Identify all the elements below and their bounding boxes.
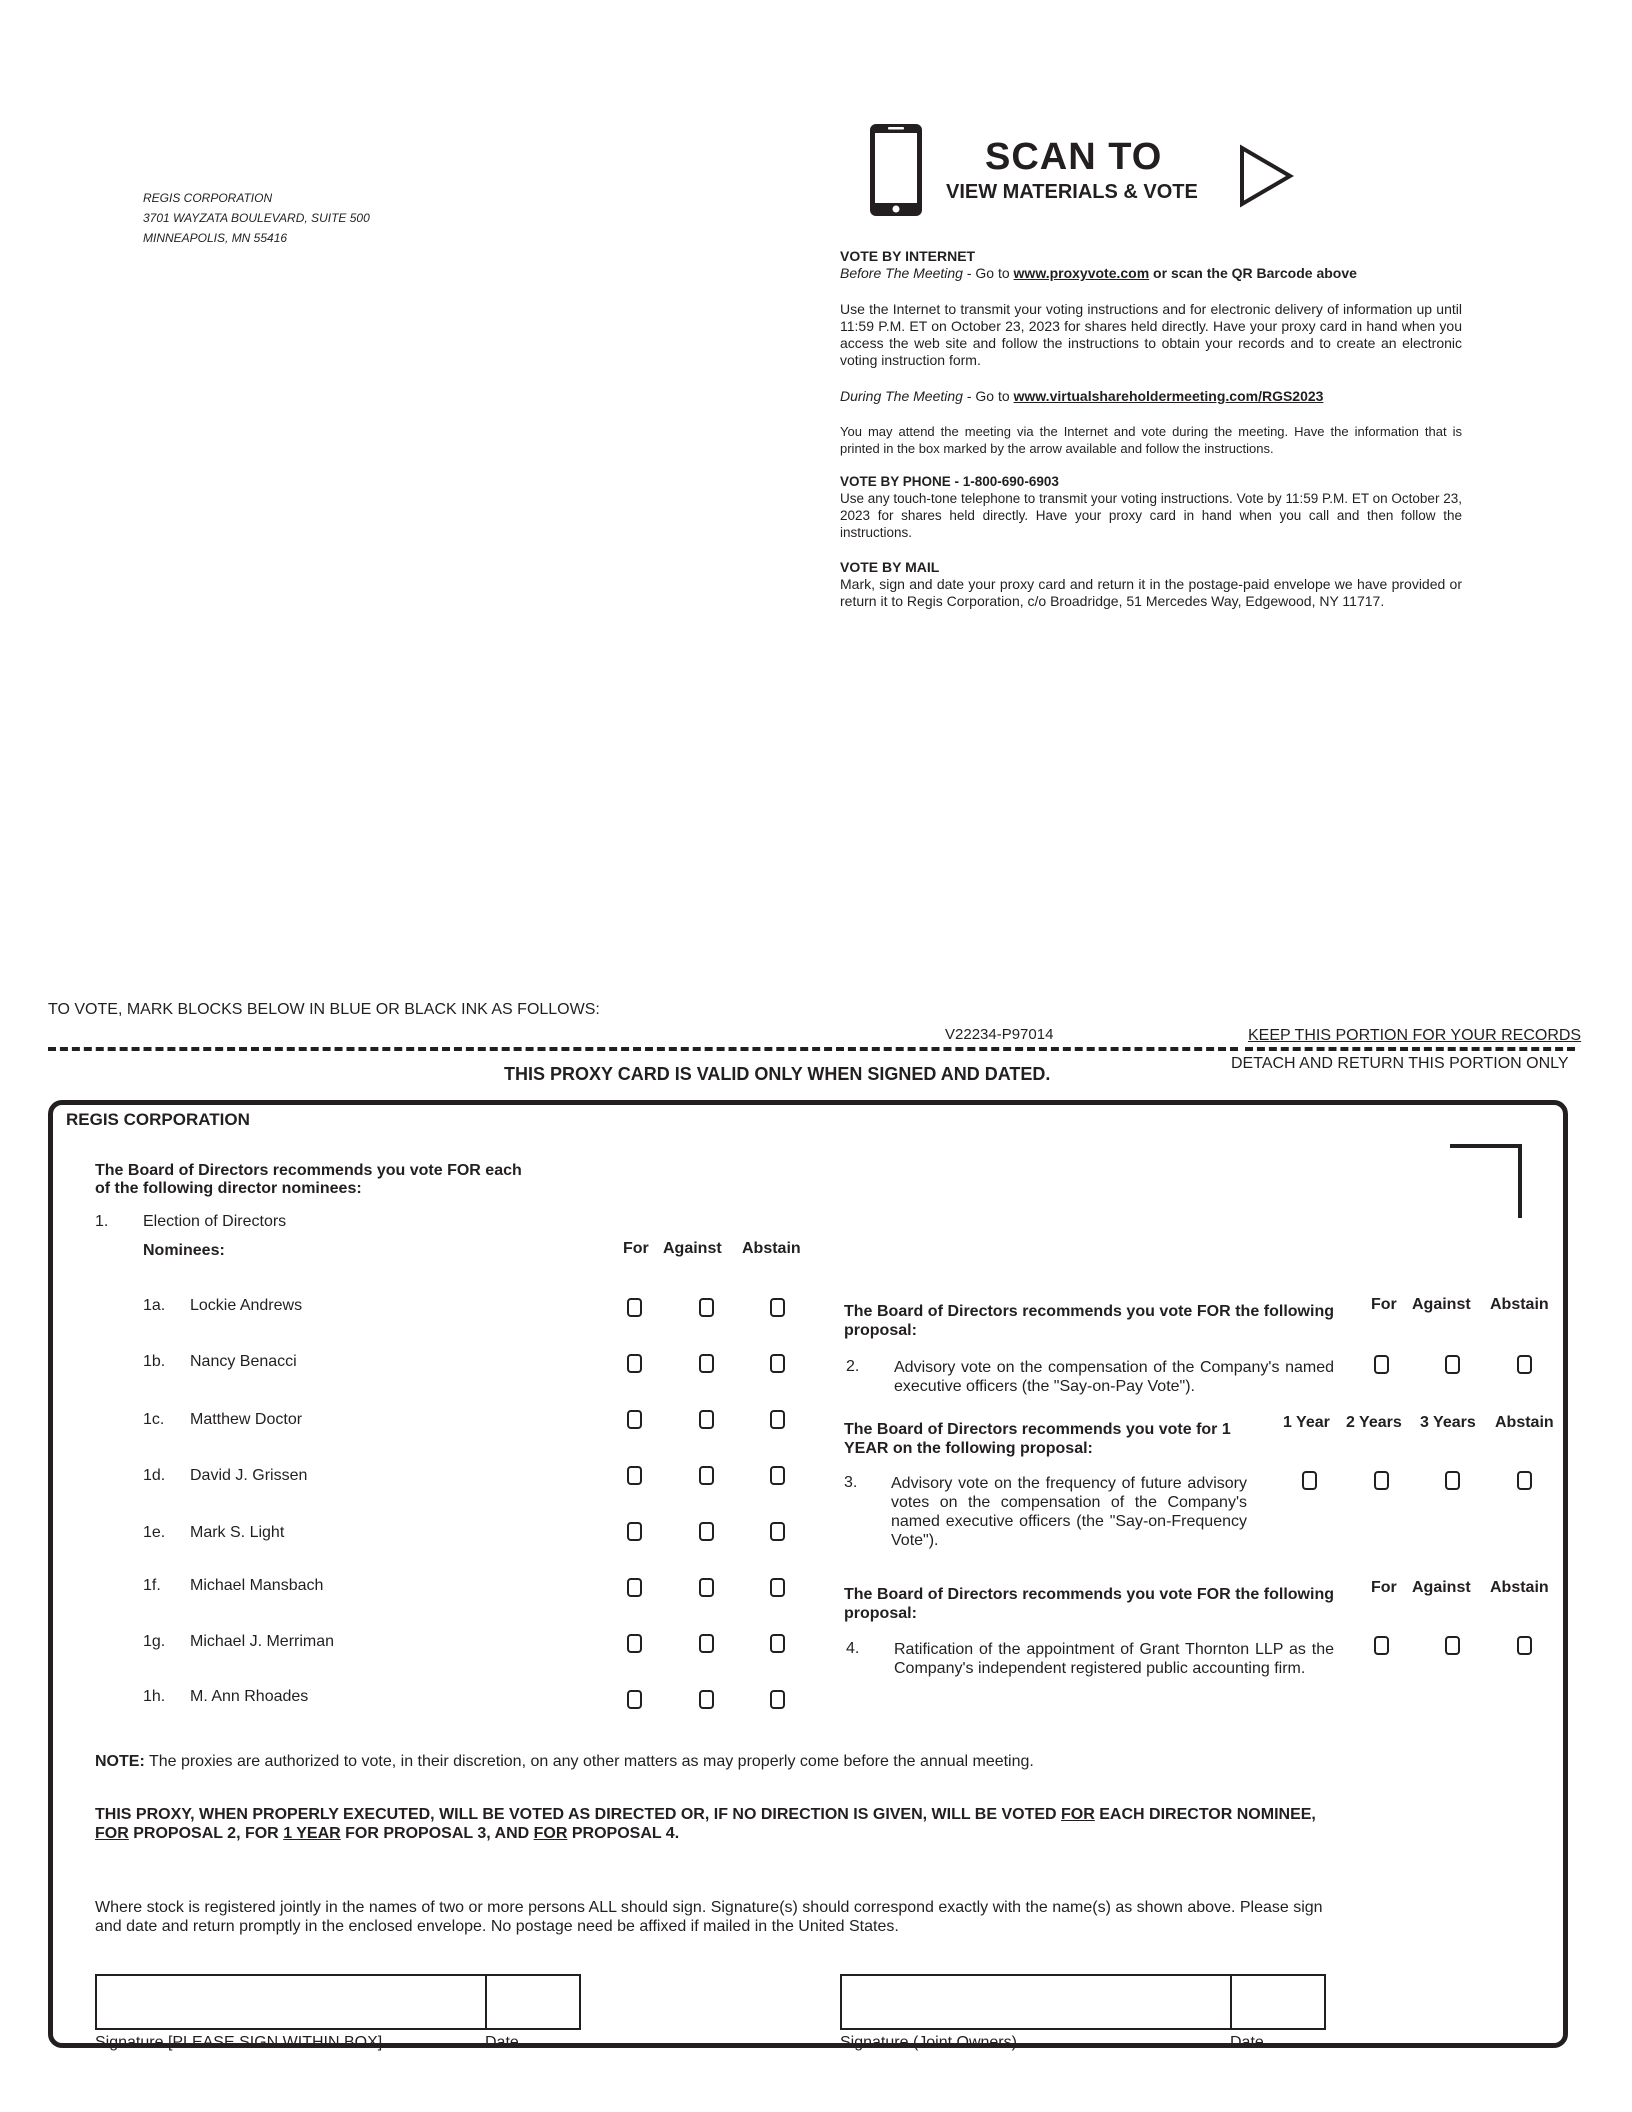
item-1-label: Election of Directors <box>143 1213 287 1230</box>
vote-by-internet <box>840 248 1462 282</box>
nominee-1h-for-checkbox[interactable] <box>627 1690 642 1709</box>
p3-col-2-years: 2 Years <box>1346 1414 1402 1431</box>
nominee-name: Nancy Benacci <box>190 1353 297 1370</box>
signing-instructions: Where stock is registered jointly in the names of two or more persons ALL should sign. Signature(s) should correspond exactly with the name(s) as shown above. Please sign and date and return promptly in the enclosed envelope. No postage need be affixed if mailed in the United States. <box>95 1899 1323 1935</box>
proposal-2-number: 2. <box>846 1358 860 1375</box>
nominee-number: 1c. <box>143 1411 165 1428</box>
board-rec-line-1: The Board of Directors recommends you vote FOR each <box>95 1162 522 1179</box>
nominee-number: 1a. <box>143 1297 166 1314</box>
nominee-1f-for-checkbox[interactable] <box>627 1578 642 1597</box>
before-go: - Go to <box>962 265 1014 281</box>
card-company-name: REGIS CORPORATION <box>66 1110 250 1129</box>
nominee-name: Matthew Doctor <box>190 1411 303 1428</box>
address-name: REGIS CORPORATION <box>143 191 273 205</box>
proposal-2-recommendation: The Board of Directors recommends you vote FOR the following proposal: <box>844 1303 1334 1339</box>
nominee-1b-against-checkbox[interactable] <box>699 1354 714 1373</box>
proxyvote-link[interactable]: www.proxyvote.com <box>1013 265 1150 281</box>
nominee-number: 1d. <box>143 1467 166 1484</box>
p3-col-1-year: 1 Year <box>1283 1414 1330 1431</box>
nominee-1g-against-checkbox[interactable] <box>699 1634 714 1653</box>
p4-col-against: Against <box>1412 1579 1471 1596</box>
internet-before-line <box>840 265 1462 282</box>
nominee-1a-for-checkbox[interactable] <box>627 1298 642 1317</box>
nominee-1b-for-checkbox[interactable] <box>627 1354 642 1373</box>
ps-part-5: PROPOSAL 4. <box>567 1825 680 1842</box>
registration-corner-mark <box>1450 1144 1522 1218</box>
vote-by-phone <box>840 473 1462 541</box>
nominee-name: Michael J. Merriman <box>190 1633 335 1650</box>
nominee-name: M. Ann Rhoades <box>190 1688 309 1705</box>
board-rec-line-2: of the following director nominees: <box>95 1180 362 1197</box>
nominee-1a-abstain-checkbox[interactable] <box>770 1298 785 1317</box>
before-tail: or scan the QR Barcode above <box>1149 265 1357 281</box>
nominee-1d-for-checkbox[interactable] <box>627 1466 642 1485</box>
joint-date-label: Date <box>1230 2034 1264 2051</box>
proposal-4-against-checkbox[interactable] <box>1445 1636 1460 1655</box>
internet-during-line <box>840 388 1462 405</box>
note <box>95 1753 1034 1771</box>
nominee-1d-abstain-checkbox[interactable] <box>770 1466 785 1485</box>
valid-notice: THIS PROXY CARD IS VALID ONLY WHEN SIGNED AND DATED. <box>504 1064 1051 1084</box>
proposal-2-text: Advisory vote on the compensation of the Company's named executive officers (the "Say-on-Pay Vote"). <box>894 1359 1334 1395</box>
nominee-1h-abstain-checkbox[interactable] <box>770 1690 785 1709</box>
p4-col-abstain: Abstain <box>1490 1579 1549 1596</box>
date-label: Date <box>485 2034 519 2051</box>
ps-1-year: 1 YEAR <box>283 1825 341 1842</box>
p2-col-for: For <box>1371 1296 1397 1313</box>
scan-title: SCAN TO <box>985 136 1163 178</box>
note-text: The proxies are authorized to vote, in their discretion, on any other matters as may properly come before the annual meeting. <box>144 1753 1034 1770</box>
ps-for-1: FOR <box>1061 1806 1095 1823</box>
play-arrow-icon <box>1238 144 1294 208</box>
nominee-1c-abstain-checkbox[interactable] <box>770 1410 785 1429</box>
nominee-name: Lockie Andrews <box>190 1297 303 1314</box>
nominee-1f-against-checkbox[interactable] <box>699 1578 714 1597</box>
nominee-1e-against-checkbox[interactable] <box>699 1522 714 1541</box>
address-street: 3701 WAYZATA BOULEVARD, SUITE 500 <box>143 211 370 225</box>
nominee-1g-for-checkbox[interactable] <box>627 1634 642 1653</box>
nominee-1e-for-checkbox[interactable] <box>627 1522 642 1541</box>
proposal-3-1-year-checkbox[interactable] <box>1302 1471 1317 1490</box>
detach-dashed-line-right <box>1245 1047 1575 1051</box>
joint-signature-label: Signature (Joint Owners) <box>840 2034 1017 2051</box>
proposal-4-for-checkbox[interactable] <box>1374 1636 1389 1655</box>
nominee-1d-against-checkbox[interactable] <box>699 1466 714 1485</box>
nominee-1f-abstain-checkbox[interactable] <box>770 1578 785 1597</box>
ps-part-1: THIS PROXY, WHEN PROPERLY EXECUTED, WILL BE VOTED AS DIRECTED OR, IF NO DIRECTION IS GIVEN, WILL BE VOTED <box>95 1806 1062 1823</box>
scan-subtitle: VIEW MATERIALS & VOTE <box>946 181 1198 203</box>
mark-instructions: TO VOTE, MARK BLOCKS BELOW IN BLUE OR BLACK INK AS FOLLOWS: <box>48 1001 600 1018</box>
board-recommendation-directors <box>95 1162 522 1198</box>
nominees-label: Nominees: <box>143 1242 225 1259</box>
ps-for-2: FOR <box>95 1825 129 1842</box>
col-for-header: For <box>623 1240 649 1257</box>
nominee-name: Michael Mansbach <box>190 1577 324 1594</box>
col-abstain-header: Abstain <box>742 1240 801 1257</box>
proposal-4-text: Ratification of the appointment of Grant Thornton LLP as the Company's independent registered public accounting firm. <box>894 1641 1334 1677</box>
nominee-name: Mark S. Light <box>190 1524 285 1541</box>
proposal-3-number: 3. <box>844 1474 858 1491</box>
col-against-header: Against <box>663 1240 722 1257</box>
date-box[interactable] <box>485 1974 581 2030</box>
nominee-1c-against-checkbox[interactable] <box>699 1410 714 1429</box>
mail-title: VOTE BY MAIL <box>840 559 940 575</box>
detach-portion-label: DETACH AND RETURN THIS PORTION ONLY <box>1231 1055 1569 1072</box>
ps-part-2: EACH DIRECTOR NOMINEE, <box>1094 1806 1316 1823</box>
internet-title: VOTE BY INTERNET <box>840 248 976 264</box>
proposal-2-for-checkbox[interactable] <box>1374 1355 1389 1374</box>
during-go: - Go to <box>962 388 1014 404</box>
ps-for-3: FOR <box>533 1825 568 1842</box>
joint-date-box[interactable] <box>1230 1974 1326 2030</box>
nominee-1e-abstain-checkbox[interactable] <box>770 1522 785 1541</box>
proposal-3-text: Advisory vote on the frequency of future advisory votes on the compensation of the Company's named executive officers (the "Say-on-Frequency Vote"). <box>891 1475 1247 1549</box>
signature-box[interactable] <box>95 1974 487 2030</box>
phone-text: Use any touch-tone telephone to transmit your voting instructions. Vote by 11:59 P.M. ET on October 23, 2023 for shares held directly. Have your proxy card in hand when you call and then follow the instructions. <box>840 491 1462 540</box>
before-label: Before The Meeting <box>840 265 963 281</box>
proposal-3-2-years-checkbox[interactable] <box>1374 1471 1389 1490</box>
proposal-3-recommendation: The Board of Directors recommends you vote for 1 YEAR on the following proposal: <box>844 1421 1231 1457</box>
mobile-phone-icon <box>868 122 924 218</box>
internet-before-text: Use the Internet to transmit your voting instructions and for electronic delivery of information up until 11:59 P.M. ET on October 23, 2023 for shares held directly. Have your proxy card in hand when you access the web site and follow the instructions to obtain your records and to create an electronic voting instruction form. <box>840 301 1462 368</box>
mail-text: Mark, sign and date your proxy card and return it in the postage-paid envelope we have provided or return it to Regis Corporation, c/o Broadridge, 51 Mercedes Way, Edgewood, NY 11717. <box>840 576 1462 609</box>
p4-col-for: For <box>1371 1579 1397 1596</box>
ps-part-3: PROPOSAL 2, FOR <box>128 1825 284 1842</box>
proxy-direction-statement <box>95 1805 1335 1843</box>
nominee-1a-against-checkbox[interactable] <box>699 1298 714 1317</box>
company-address <box>143 188 370 248</box>
ps-part-4: FOR PROPOSAL 3, AND <box>340 1825 534 1842</box>
nominee-number: 1g. <box>143 1633 166 1650</box>
nominee-name: David J. Grissen <box>190 1467 308 1484</box>
internet-during-text: You may attend the meeting via the Internet and vote during the meeting. Have the information that is printed in the box marked by the arrow available and follow the instructions. <box>840 424 1462 456</box>
keep-portion-label: KEEP THIS PORTION FOR YOUR RECORDS <box>1248 1027 1582 1044</box>
vote-by-mail <box>840 559 1462 610</box>
nominee-number: 1f. <box>143 1577 161 1594</box>
phone-title: VOTE BY PHONE - 1-800-690-6903 <box>840 474 1059 489</box>
note-label: NOTE: <box>95 1753 145 1770</box>
item-1-number: 1. <box>95 1213 109 1230</box>
proposal-4-number: 4. <box>846 1640 860 1657</box>
control-number: V22234-P97014 <box>945 1026 1054 1043</box>
nominee-1c-for-checkbox[interactable] <box>627 1410 642 1429</box>
p3-col-abstain: Abstain <box>1495 1414 1554 1431</box>
proposal-4-abstain-checkbox[interactable] <box>1517 1636 1532 1655</box>
detach-dashed-line <box>48 1047 1238 1051</box>
joint-signature-box[interactable] <box>840 1974 1232 2030</box>
p2-col-abstain: Abstain <box>1490 1296 1549 1313</box>
proposal-2-abstain-checkbox[interactable] <box>1517 1355 1532 1374</box>
proposal-2-against-checkbox[interactable] <box>1445 1355 1460 1374</box>
proposal-3-3-years-checkbox[interactable] <box>1445 1471 1460 1490</box>
nominee-1g-abstain-checkbox[interactable] <box>770 1634 785 1653</box>
nominee-number: 1h. <box>143 1688 166 1705</box>
nominee-number: 1e. <box>143 1524 166 1541</box>
during-label: During The Meeting <box>840 388 963 404</box>
proposal-4-recommendation: The Board of Directors recommends you vote FOR the following proposal: <box>844 1586 1334 1622</box>
p2-col-against: Against <box>1412 1296 1471 1313</box>
address-city: MINNEAPOLIS, MN 55416 <box>143 231 288 245</box>
virtual-meeting-link[interactable]: www.virtualshareholdermeeting.com/RGS2023 <box>1013 388 1324 404</box>
nominee-1b-abstain-checkbox[interactable] <box>770 1354 785 1373</box>
nominee-1h-against-checkbox[interactable] <box>699 1690 714 1709</box>
proposal-3-abstain-checkbox[interactable] <box>1517 1471 1532 1490</box>
signature-label: Signature [PLEASE SIGN WITHIN BOX] <box>95 2034 383 2051</box>
nominee-number: 1b. <box>143 1353 166 1370</box>
p3-col-3-years: 3 Years <box>1420 1414 1476 1431</box>
